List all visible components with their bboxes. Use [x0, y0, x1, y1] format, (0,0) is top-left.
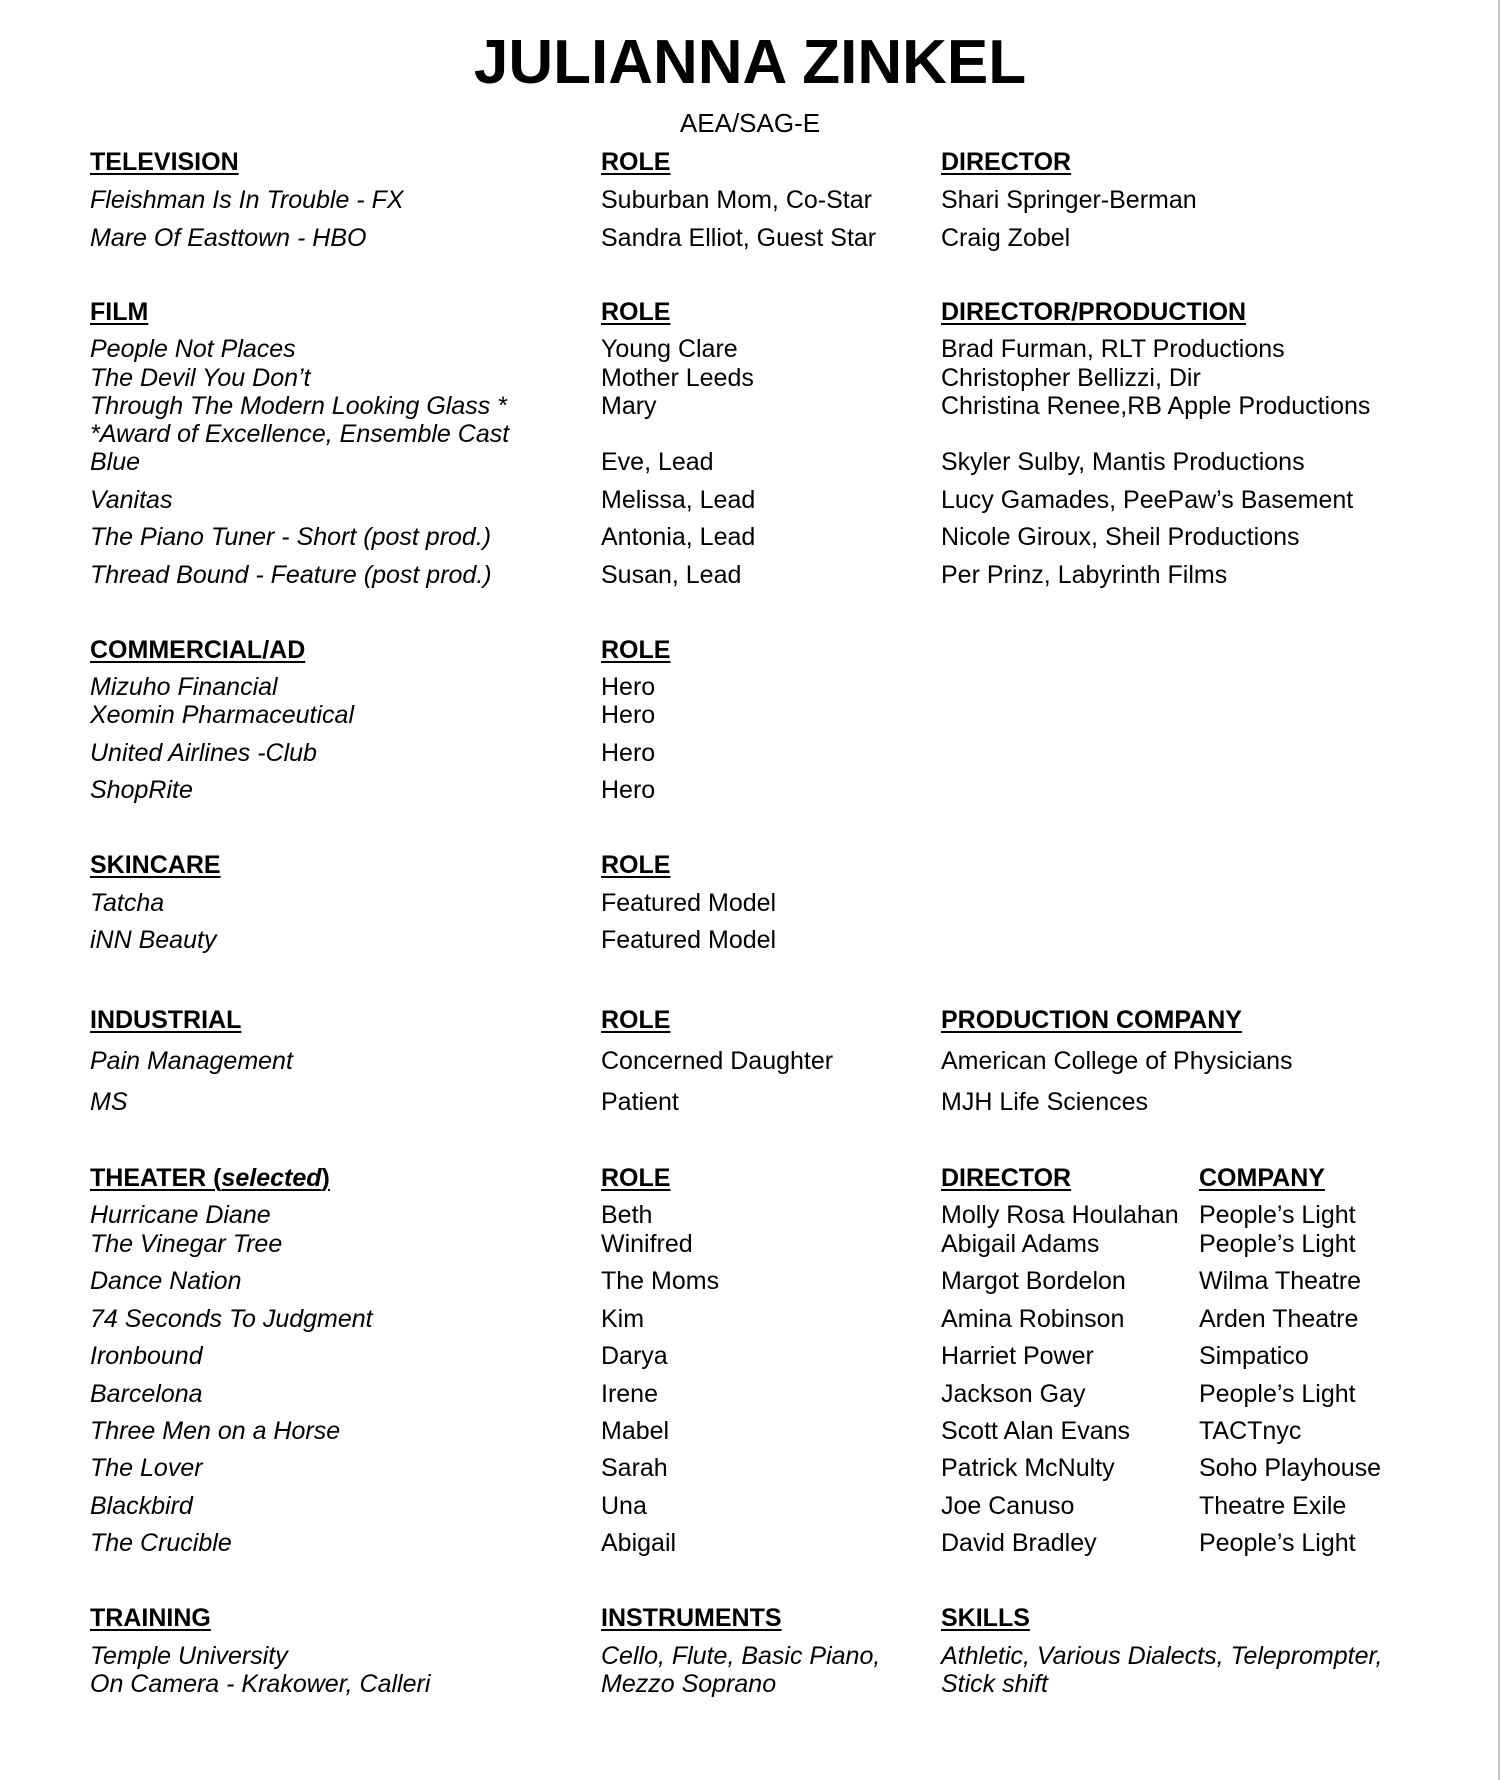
production-company: American College of Physicians [941, 1047, 1293, 1075]
director: Lucy Gamades, PeePaw’s Basement [941, 486, 1354, 514]
column-heading: SKILLS [941, 1604, 1030, 1632]
credit-row [0, 738, 1500, 768]
director: Skyler Sulby, Mantis Productions [941, 448, 1305, 476]
column-heading: DIRECTOR/PRODUCTION [941, 298, 1247, 326]
project-title: iNN Beauty [90, 926, 217, 954]
role: Una [601, 1492, 647, 1520]
role: Featured Model [601, 926, 777, 954]
director: Molly Rosa Houlahan [941, 1201, 1179, 1229]
company: Simpatico [1199, 1342, 1309, 1370]
project-title: People Not Places [90, 335, 296, 363]
role: Mary [601, 392, 657, 420]
section-heading: FILM [90, 298, 149, 326]
director: Scott Alan Evans [941, 1417, 1131, 1445]
role: Hero [601, 776, 656, 804]
training-row [0, 1641, 1500, 1671]
project-title: Mizuho Financial [90, 673, 278, 701]
credit-row [0, 185, 1500, 215]
role: The Moms [601, 1267, 720, 1295]
company: People’s Light [1199, 1230, 1356, 1258]
project-title: MS [90, 1088, 128, 1116]
column-heading: DIRECTOR [941, 148, 1072, 176]
credit-row [0, 1046, 1500, 1076]
director: Christina Renee,RB Apple Productions [941, 392, 1371, 420]
credit-row [0, 485, 1500, 515]
credit-row [0, 775, 1500, 805]
credit-row [0, 1491, 1500, 1521]
credit-row [0, 560, 1500, 590]
instruments: Cello, Flute, Basic Piano, [601, 1642, 881, 1670]
company: People’s Light [1199, 1529, 1356, 1557]
project-title: United Airlines -Club [90, 739, 317, 767]
director: Nicole Giroux, Sheil Productions [941, 523, 1300, 551]
role: Antonia, Lead [601, 523, 756, 551]
director: Patrick McNulty [941, 1454, 1115, 1482]
role: Suburban Mom, Co-Star [601, 186, 872, 214]
project-title: ShopRite [90, 776, 193, 804]
project-title: The Crucible [90, 1529, 232, 1557]
company: Theatre Exile [1199, 1492, 1347, 1520]
company: Soho Playhouse [1199, 1454, 1382, 1482]
instruments: Mezzo Soprano [601, 1670, 777, 1698]
credit-row [0, 334, 1500, 364]
role: Eve, Lead [601, 448, 714, 476]
director: Abigail Adams [941, 1230, 1100, 1258]
column-heading: ROLE [601, 148, 671, 176]
director: Craig Zobel [941, 224, 1071, 252]
role: Winifred [601, 1230, 693, 1258]
credit-row [0, 925, 1500, 955]
project-title: Pain Management [90, 1047, 293, 1075]
column-heading: DIRECTOR [941, 1164, 1072, 1192]
column-heading: COMPANY [1199, 1164, 1325, 1192]
role: Hero [601, 701, 656, 729]
role: Mabel [601, 1417, 670, 1445]
column-heading: PRODUCTION COMPANY [941, 1006, 1242, 1034]
role: Sandra Elliot, Guest Star [601, 224, 877, 252]
project-title: Thread Bound - Feature (post prod.) [90, 561, 492, 589]
column-heading: ROLE [601, 298, 671, 326]
industrial-header [0, 1005, 1500, 1035]
role: Abigail [601, 1529, 677, 1557]
role: Young Clare [601, 335, 738, 363]
resume-name: JULIANNA ZINKEL [473, 28, 1027, 97]
role: Susan, Lead [601, 561, 742, 589]
company: Wilma Theatre [1199, 1267, 1362, 1295]
project-title: Mare Of Easttown - HBO [90, 224, 367, 252]
director: Christopher Bellizzi, Dir [941, 364, 1201, 392]
credit-row [0, 391, 1500, 421]
project-title: Three Men on a Horse [90, 1417, 341, 1445]
section-heading: THEATER (selected) [90, 1164, 330, 1192]
section-heading: INDUSTRIAL [90, 1006, 242, 1034]
company: TACTnyc [1199, 1417, 1302, 1445]
role: Sarah [601, 1454, 668, 1482]
column-heading: ROLE [601, 636, 671, 664]
skincare-header [0, 850, 1500, 880]
credit-row [0, 1528, 1500, 1558]
credit-row [0, 888, 1500, 918]
credit-row [0, 672, 1500, 702]
director: Brad Furman, RLT Productions [941, 335, 1285, 363]
credit-row [0, 223, 1500, 253]
credit-row [0, 1453, 1500, 1483]
project-title: Blackbird [90, 1492, 193, 1520]
company: People’s Light [1199, 1380, 1356, 1408]
role: Hero [601, 673, 656, 701]
award-note: *Award of Excellence, Ensemble Cast [90, 420, 510, 448]
role: Patient [601, 1088, 679, 1116]
project-title: Vanitas [90, 486, 173, 514]
director: Per Prinz, Labyrinth Films [941, 561, 1228, 589]
training-header [0, 1603, 1500, 1633]
film-header [0, 297, 1500, 327]
training-item: Temple University [90, 1642, 288, 1670]
column-heading: ROLE [601, 851, 671, 879]
role: Mother Leeds [601, 364, 754, 392]
credit-row [0, 1087, 1500, 1117]
director: Harriet Power [941, 1342, 1094, 1370]
project-title: The Vinegar Tree [90, 1230, 283, 1258]
project-title: Through The Modern Looking Glass * [90, 392, 507, 420]
credit-row [0, 363, 1500, 393]
role: Darya [601, 1342, 668, 1370]
commercial-header [0, 635, 1500, 665]
credit-row [0, 447, 1500, 477]
section-heading: SKINCARE [90, 851, 221, 879]
credit-row [0, 522, 1500, 552]
role: Concerned Daughter [601, 1047, 834, 1075]
credit-row [0, 1304, 1500, 1334]
role: Kim [601, 1305, 645, 1333]
production-company: MJH Life Sciences [941, 1088, 1149, 1116]
column-heading: INSTRUMENTS [601, 1604, 782, 1632]
project-title: Dance Nation [90, 1267, 242, 1295]
project-title: Hurricane Diane [90, 1201, 271, 1229]
credit-row [0, 1200, 1500, 1230]
training-row [0, 1669, 1500, 1699]
section-heading: COMMERCIAL/AD [90, 636, 306, 664]
credit-row [0, 1379, 1500, 1409]
role: Irene [601, 1380, 658, 1408]
role: Hero [601, 739, 656, 767]
company: People’s Light [1199, 1201, 1356, 1229]
training-item: On Camera - Krakower, Calleri [90, 1670, 431, 1698]
project-title: The Devil You Don’t [90, 364, 311, 392]
role: Melissa, Lead [601, 486, 756, 514]
director: David Bradley [941, 1529, 1097, 1557]
section-heading: TELEVISION [90, 148, 239, 176]
credit-row [0, 1341, 1500, 1371]
project-title: The Piano Tuner - Short (post prod.) [90, 523, 492, 551]
skills: Athletic, Various Dialects, Teleprompter, [941, 1642, 1383, 1670]
project-title: Barcelona [90, 1380, 203, 1408]
award-note-row [0, 419, 1500, 449]
column-heading: ROLE [601, 1006, 671, 1034]
company: Arden Theatre [1199, 1305, 1359, 1333]
director: Margot Bordelon [941, 1267, 1126, 1295]
project-title: Blue [90, 448, 141, 476]
section-heading: TRAINING [90, 1604, 211, 1632]
director: Shari Springer-Berman [941, 186, 1197, 214]
project-title: Tatcha [90, 889, 165, 917]
credit-row [0, 1266, 1500, 1296]
project-title: Ironbound [90, 1342, 203, 1370]
director: Jackson Gay [941, 1380, 1086, 1408]
credit-row [0, 700, 1500, 730]
director: Joe Canuso [941, 1492, 1075, 1520]
skills: Stick shift [941, 1670, 1048, 1698]
television-header [0, 147, 1500, 177]
role: Beth [601, 1201, 653, 1229]
project-title: 74 Seconds To Judgment [90, 1305, 373, 1333]
role: Featured Model [601, 889, 777, 917]
credit-row [0, 1416, 1500, 1446]
director: Amina Robinson [941, 1305, 1125, 1333]
column-heading: ROLE [601, 1164, 671, 1192]
project-title: Fleishman Is In Trouble - FX [90, 186, 404, 214]
credit-row [0, 1229, 1500, 1259]
project-title: Xeomin Pharmaceutical [90, 701, 355, 729]
union-affiliations: AEA/SAG-E [679, 108, 821, 138]
project-title: The Lover [90, 1454, 203, 1482]
theater-header [0, 1163, 1500, 1193]
